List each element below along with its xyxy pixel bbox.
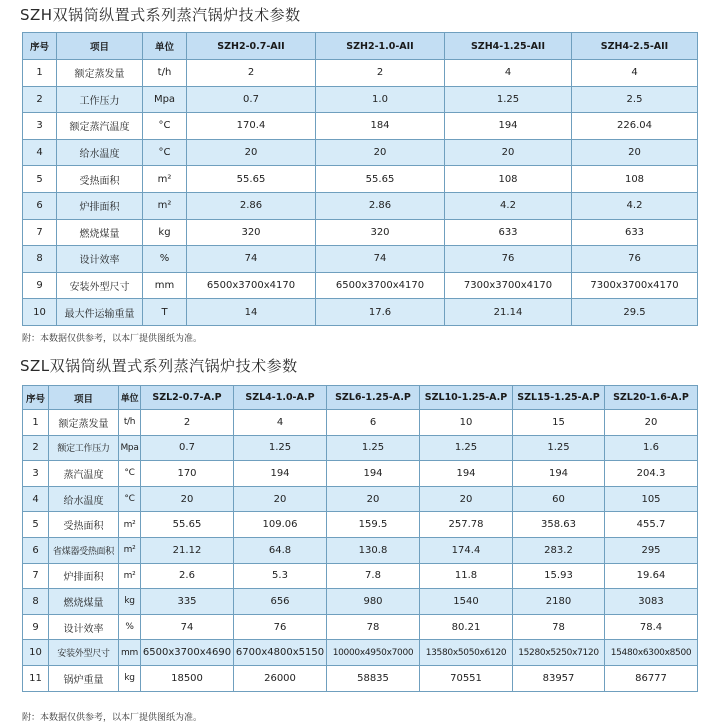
table-row bbox=[23, 166, 698, 193]
unit-cell: m² bbox=[143, 166, 187, 193]
value-cell: 194 bbox=[420, 461, 513, 487]
value-cell: 74 bbox=[141, 614, 234, 640]
value-cell: 60 bbox=[513, 486, 605, 512]
value-cell: 3083 bbox=[605, 589, 698, 615]
value-cell: 295 bbox=[605, 537, 698, 563]
table-row bbox=[23, 60, 698, 87]
value-cell: 4.2 bbox=[572, 192, 698, 219]
value-cell: 11.8 bbox=[420, 563, 513, 589]
unit-cell: m² bbox=[119, 512, 141, 538]
value-cell: 4.2 bbox=[445, 192, 572, 219]
header-cell: SZL6-1.25-A.P bbox=[327, 386, 420, 410]
unit-cell: mm bbox=[143, 272, 187, 299]
value-cell: 2.86 bbox=[187, 192, 316, 219]
table-row bbox=[23, 665, 698, 691]
value-cell: 2180 bbox=[513, 589, 605, 615]
value-cell: 20 bbox=[327, 486, 420, 512]
value-cell: 109.06 bbox=[234, 512, 327, 538]
unit-cell: t/h bbox=[119, 410, 141, 436]
item-cell: 锅炉重量 bbox=[49, 665, 119, 691]
value-cell: 20 bbox=[445, 139, 572, 166]
table-row bbox=[23, 192, 698, 219]
row-number-cell: 5 bbox=[23, 512, 49, 538]
value-cell: 7300x3700x4170 bbox=[445, 272, 572, 299]
row-number-cell: 4 bbox=[23, 139, 57, 166]
table-row bbox=[23, 139, 698, 166]
value-cell: 170.4 bbox=[187, 113, 316, 140]
value-cell: 283.2 bbox=[513, 537, 605, 563]
table-row bbox=[23, 640, 698, 666]
value-cell: 320 bbox=[187, 219, 316, 246]
value-cell: 320 bbox=[316, 219, 445, 246]
value-cell: 5.3 bbox=[234, 563, 327, 589]
value-cell: 184 bbox=[316, 113, 445, 140]
unit-cell: mm bbox=[119, 640, 141, 666]
item-cell: 炉排面积 bbox=[57, 192, 143, 219]
header-cell: SZL2-0.7-A.P bbox=[141, 386, 234, 410]
value-cell: 2 bbox=[187, 60, 316, 87]
value-cell: 0.7 bbox=[141, 435, 234, 461]
table-row bbox=[23, 512, 698, 538]
value-cell: 4 bbox=[445, 60, 572, 87]
header-cell: SZH4-2.5-AII bbox=[572, 33, 698, 60]
value-cell: 335 bbox=[141, 589, 234, 615]
item-cell: 燃烧煤量 bbox=[57, 219, 143, 246]
row-number-cell: 3 bbox=[23, 461, 49, 487]
header-cell: 序号 bbox=[23, 386, 49, 410]
value-cell: 55.65 bbox=[187, 166, 316, 193]
row-number-cell: 11 bbox=[23, 665, 49, 691]
row-number-cell: 1 bbox=[23, 60, 57, 87]
table-row bbox=[23, 563, 698, 589]
value-cell: 78.4 bbox=[605, 614, 698, 640]
row-number-cell: 8 bbox=[23, 589, 49, 615]
row-number-cell: 6 bbox=[23, 192, 57, 219]
value-cell: 26000 bbox=[234, 665, 327, 691]
szl-parameters-table bbox=[22, 385, 698, 692]
table-row bbox=[23, 272, 698, 299]
value-cell: 1.25 bbox=[420, 435, 513, 461]
value-cell: 74 bbox=[187, 246, 316, 273]
item-cell: 受热面积 bbox=[49, 512, 119, 538]
table-row bbox=[23, 299, 698, 326]
header-cell: SZH2-0.7-AII bbox=[187, 33, 316, 60]
value-cell: 78 bbox=[327, 614, 420, 640]
value-cell: 76 bbox=[445, 246, 572, 273]
item-cell: 设计效率 bbox=[57, 246, 143, 273]
value-cell: 20 bbox=[234, 486, 327, 512]
value-cell: 21.12 bbox=[141, 537, 234, 563]
value-cell: 108 bbox=[572, 166, 698, 193]
row-number-cell: 6 bbox=[23, 537, 49, 563]
value-cell: 55.65 bbox=[316, 166, 445, 193]
table-row bbox=[23, 614, 698, 640]
header-cell: 单位 bbox=[143, 33, 187, 60]
unit-cell: Mpa bbox=[143, 86, 187, 113]
header-cell: 单位 bbox=[119, 386, 141, 410]
unit-cell: t/h bbox=[143, 60, 187, 87]
table-row bbox=[23, 435, 698, 461]
value-cell: 2 bbox=[316, 60, 445, 87]
value-cell: 64.8 bbox=[234, 537, 327, 563]
value-cell: 108 bbox=[445, 166, 572, 193]
row-number-cell: 10 bbox=[23, 640, 49, 666]
item-cell: 额定蒸发量 bbox=[49, 410, 119, 436]
value-cell: 13580x5050x6120 bbox=[420, 640, 513, 666]
row-number-cell: 3 bbox=[23, 113, 57, 140]
value-cell: 226.04 bbox=[572, 113, 698, 140]
row-number-cell: 8 bbox=[23, 246, 57, 273]
value-cell: 10000x4950x7000 bbox=[327, 640, 420, 666]
value-cell: 15280x5250x7120 bbox=[513, 640, 605, 666]
value-cell: 656 bbox=[234, 589, 327, 615]
szh-parameters-table bbox=[22, 32, 698, 326]
value-cell: 20 bbox=[316, 139, 445, 166]
value-cell: 6500x3700x4170 bbox=[187, 272, 316, 299]
item-cell: 设计效率 bbox=[49, 614, 119, 640]
value-cell: 7300x3700x4170 bbox=[572, 272, 698, 299]
table-header-row bbox=[23, 386, 698, 410]
value-cell: 55.65 bbox=[141, 512, 234, 538]
value-cell: 174.4 bbox=[420, 537, 513, 563]
unit-cell: °C bbox=[119, 486, 141, 512]
value-cell: 980 bbox=[327, 589, 420, 615]
row-number-cell: 9 bbox=[23, 272, 57, 299]
row-number-cell: 7 bbox=[23, 563, 49, 589]
table-row bbox=[23, 113, 698, 140]
value-cell: 15480x6300x8500 bbox=[605, 640, 698, 666]
item-cell: 燃烧煤量 bbox=[49, 589, 119, 615]
szh-table-note: 附：本数据仅供参考，以本厂提供图纸为准。 bbox=[22, 334, 203, 344]
value-cell: 78 bbox=[513, 614, 605, 640]
value-cell: 6 bbox=[327, 410, 420, 436]
value-cell: 2.5 bbox=[572, 86, 698, 113]
value-cell: 20 bbox=[420, 486, 513, 512]
item-cell: 受热面积 bbox=[57, 166, 143, 193]
value-cell: 358.63 bbox=[513, 512, 605, 538]
value-cell: 130.8 bbox=[327, 537, 420, 563]
value-cell: 6500x3700x4690 bbox=[141, 640, 234, 666]
value-cell: 633 bbox=[572, 219, 698, 246]
item-cell: 给水温度 bbox=[57, 139, 143, 166]
value-cell: 10 bbox=[420, 410, 513, 436]
header-cell: SZL15-1.25-A.P bbox=[513, 386, 605, 410]
unit-cell: m² bbox=[119, 537, 141, 563]
value-cell: 194 bbox=[327, 461, 420, 487]
value-cell: 20 bbox=[572, 139, 698, 166]
item-cell: 最大件运输重量 bbox=[57, 299, 143, 326]
value-cell: 194 bbox=[234, 461, 327, 487]
table-row bbox=[23, 219, 698, 246]
szl-table-title: SZL双锅筒纵置式系列蒸汽锅炉技术参数 bbox=[20, 357, 298, 375]
value-cell: 1.25 bbox=[234, 435, 327, 461]
value-cell: 1.25 bbox=[327, 435, 420, 461]
header-cell: SZL10-1.25-A.P bbox=[420, 386, 513, 410]
row-number-cell: 10 bbox=[23, 299, 57, 326]
value-cell: 18500 bbox=[141, 665, 234, 691]
header-cell: 项目 bbox=[57, 33, 143, 60]
value-cell: 105 bbox=[605, 486, 698, 512]
value-cell: 194 bbox=[445, 113, 572, 140]
value-cell: 1540 bbox=[420, 589, 513, 615]
value-cell: 0.7 bbox=[187, 86, 316, 113]
unit-cell: °C bbox=[143, 139, 187, 166]
value-cell: 83957 bbox=[513, 665, 605, 691]
table-row bbox=[23, 410, 698, 436]
value-cell: 21.14 bbox=[445, 299, 572, 326]
row-number-cell: 4 bbox=[23, 486, 49, 512]
header-cell: SZH2-1.0-AII bbox=[316, 33, 445, 60]
value-cell: 194 bbox=[513, 461, 605, 487]
item-cell: 给水温度 bbox=[49, 486, 119, 512]
unit-cell: °C bbox=[143, 113, 187, 140]
value-cell: 1.25 bbox=[513, 435, 605, 461]
table-row bbox=[23, 246, 698, 273]
value-cell: 633 bbox=[445, 219, 572, 246]
unit-cell: kg bbox=[119, 589, 141, 615]
value-cell: 20 bbox=[605, 410, 698, 436]
unit-cell: m² bbox=[119, 563, 141, 589]
value-cell: 4 bbox=[234, 410, 327, 436]
item-cell: 额定工作压力 bbox=[49, 435, 119, 461]
szh-table-title: SZH双锅筒纵置式系列蒸汽锅炉技术参数 bbox=[20, 6, 301, 24]
row-number-cell: 9 bbox=[23, 614, 49, 640]
table-header-row bbox=[23, 33, 698, 60]
header-cell: SZL20-1.6-A.P bbox=[605, 386, 698, 410]
row-number-cell: 1 bbox=[23, 410, 49, 436]
value-cell: 19.64 bbox=[605, 563, 698, 589]
item-cell: 安装外型尺寸 bbox=[57, 272, 143, 299]
table-row bbox=[23, 486, 698, 512]
value-cell: 14 bbox=[187, 299, 316, 326]
item-cell: 安装外型尺寸 bbox=[49, 640, 119, 666]
value-cell: 7.8 bbox=[327, 563, 420, 589]
unit-cell: m² bbox=[143, 192, 187, 219]
table-row bbox=[23, 86, 698, 113]
header-cell: 项目 bbox=[49, 386, 119, 410]
value-cell: 15.93 bbox=[513, 563, 605, 589]
row-number-cell: 2 bbox=[23, 86, 57, 113]
value-cell: 15 bbox=[513, 410, 605, 436]
value-cell: 17.6 bbox=[316, 299, 445, 326]
value-cell: 74 bbox=[316, 246, 445, 273]
value-cell: 159.5 bbox=[327, 512, 420, 538]
value-cell: 1.25 bbox=[445, 86, 572, 113]
unit-cell: kg bbox=[143, 219, 187, 246]
value-cell: 170 bbox=[141, 461, 234, 487]
unit-cell: °C bbox=[119, 461, 141, 487]
item-cell: 工作压力 bbox=[57, 86, 143, 113]
value-cell: 6700x4800x5150 bbox=[234, 640, 327, 666]
unit-cell: T bbox=[143, 299, 187, 326]
value-cell: 2.6 bbox=[141, 563, 234, 589]
value-cell: 257.78 bbox=[420, 512, 513, 538]
unit-cell: Mpa bbox=[119, 435, 141, 461]
value-cell: 1.0 bbox=[316, 86, 445, 113]
item-cell: 蒸汽温度 bbox=[49, 461, 119, 487]
value-cell: 20 bbox=[141, 486, 234, 512]
table-row bbox=[23, 589, 698, 615]
value-cell: 6500x3700x4170 bbox=[316, 272, 445, 299]
value-cell: 70551 bbox=[420, 665, 513, 691]
value-cell: 76 bbox=[572, 246, 698, 273]
value-cell: 2 bbox=[141, 410, 234, 436]
value-cell: 58835 bbox=[327, 665, 420, 691]
row-number-cell: 5 bbox=[23, 166, 57, 193]
value-cell: 204.3 bbox=[605, 461, 698, 487]
value-cell: 455.7 bbox=[605, 512, 698, 538]
header-cell: 序号 bbox=[23, 33, 57, 60]
value-cell: 29.5 bbox=[572, 299, 698, 326]
header-cell: SZH4-1.25-AII bbox=[445, 33, 572, 60]
item-cell: 额定蒸汽温度 bbox=[57, 113, 143, 140]
item-cell: 额定蒸发量 bbox=[57, 60, 143, 87]
item-cell: 炉排面积 bbox=[49, 563, 119, 589]
unit-cell: % bbox=[143, 246, 187, 273]
table-row bbox=[23, 461, 698, 487]
value-cell: 20 bbox=[187, 139, 316, 166]
unit-cell: kg bbox=[119, 665, 141, 691]
value-cell: 1.6 bbox=[605, 435, 698, 461]
value-cell: 86777 bbox=[605, 665, 698, 691]
row-number-cell: 7 bbox=[23, 219, 57, 246]
unit-cell: % bbox=[119, 614, 141, 640]
row-number-cell: 2 bbox=[23, 435, 49, 461]
table-row bbox=[23, 537, 698, 563]
value-cell: 76 bbox=[234, 614, 327, 640]
value-cell: 4 bbox=[572, 60, 698, 87]
value-cell: 80.21 bbox=[420, 614, 513, 640]
item-cell: 省煤器受热面积 bbox=[49, 537, 119, 563]
szl-table-note: 附：本数据仅供参考，以本厂提供图纸为准。 bbox=[22, 713, 203, 723]
value-cell: 2.86 bbox=[316, 192, 445, 219]
header-cell: SZL4-1.0-A.P bbox=[234, 386, 327, 410]
